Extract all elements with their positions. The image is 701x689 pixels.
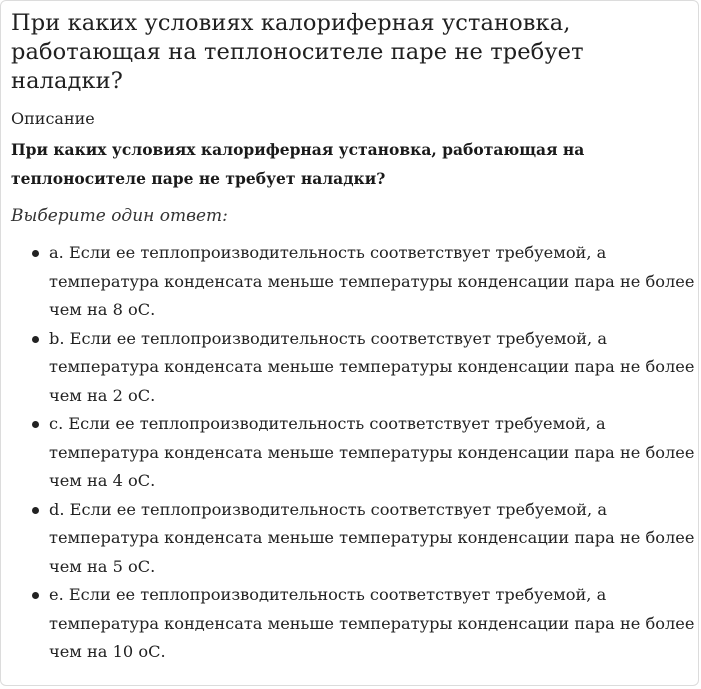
answer-list xyxy=(11,239,701,667)
description-label: Описание xyxy=(11,109,95,128)
answer-option-text: b. Если ее теплопроизводительность соответствует требуемой, а температура конденсата меньше температуры конденсации пара не более чем на 2 оС. xyxy=(49,328,695,405)
answer-option-text: a. Если ее теплопроизводительность соответствует требуемой, а температура конденсата меньше температуры конденсации пара не более чем на 8 оС. xyxy=(49,243,695,319)
bullet-icon xyxy=(32,592,39,599)
answer-option-d[interactable] xyxy=(11,496,701,582)
answer-option-b[interactable] xyxy=(11,325,701,411)
answer-option-text: e. Если ее теплопроизводительность соответствует требуемой, а температура конденсата меньше температуры конденсации пара не более чем на 10 оС. xyxy=(49,585,695,661)
answer-option-c[interactable] xyxy=(11,410,701,496)
answer-option-text: c. Если ее теплопроизводительность соответствует требуемой, а температура конденсата меньше температуры конденсации пара не более чем на 4 оС. xyxy=(49,414,695,490)
answer-prompt: Выберите один ответ: xyxy=(11,206,228,226)
bullet-icon xyxy=(32,421,39,428)
bullet-icon xyxy=(32,336,39,343)
bullet-icon xyxy=(32,250,39,257)
bullet-icon xyxy=(32,507,39,514)
answer-option-e[interactable] xyxy=(11,581,701,667)
answer-option-a[interactable] xyxy=(11,239,701,325)
answer-option-text: d. Если ее теплопроизводительность соответствует требуемой, а температура конденсата меньше температуры конденсации пара не более чем на 5 оС. xyxy=(49,499,695,576)
question-title: При каких условиях калориферная установка, работающая на теплоносителе паре не требует наладки? xyxy=(11,10,584,94)
question-text: При каких условиях калориферная установка, работающая на теплоносителе паре не требует наладки? xyxy=(11,140,585,188)
